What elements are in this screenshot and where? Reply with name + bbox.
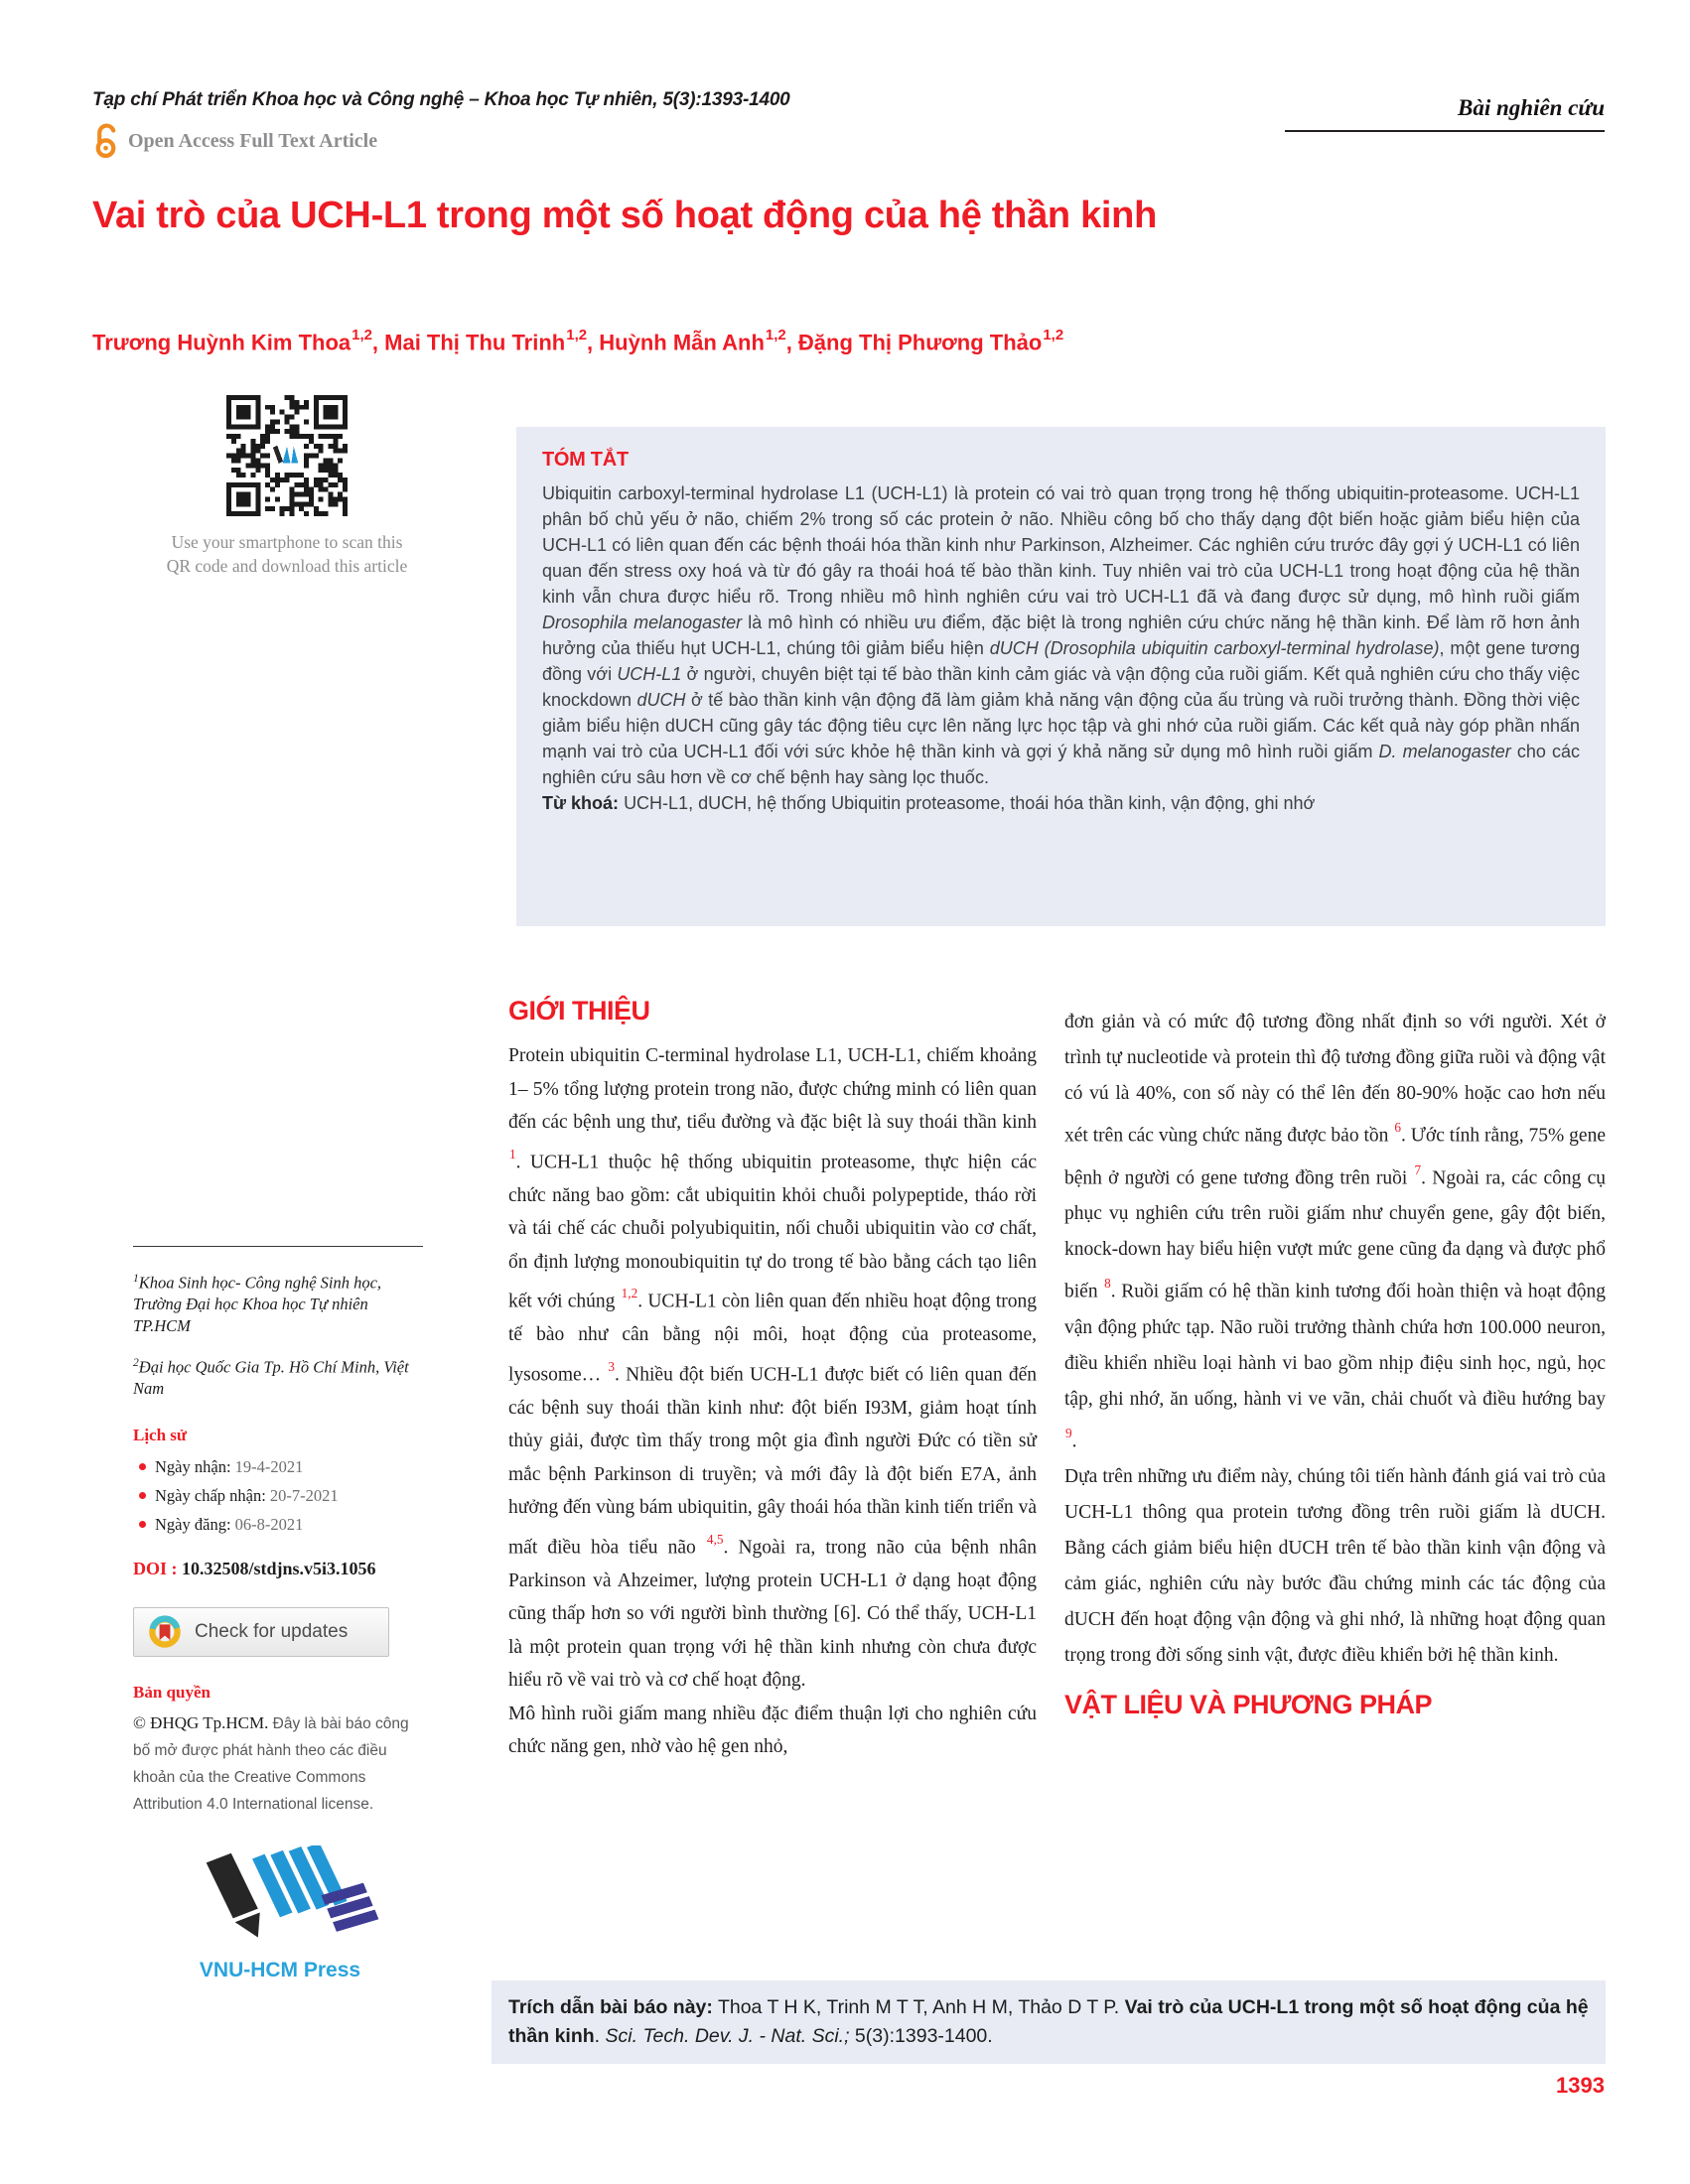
- open-access-label: Open Access Full Text Article: [128, 129, 378, 152]
- page-number: 1393: [1556, 2073, 1605, 2098]
- history-heading: Lịch sử: [133, 1425, 188, 1444]
- body-paragraph: đơn giản và có mức độ tương đồng nhất định so với người. Xét ở trình tự nucleotide và protein thì độ tương đồng giữa ruồi và động vật có vú là 40%, con số này có thể lên đến 80-90% hoặc cao hơn nếu xét trên các vùng chức năng được bảo tồn $^6$. Ước tính rằng, 75% gene bệnh ở người có gene tương đồng trên ruồi $^7$. Ngoài ra, các công cụ phục vụ nghiên cứu trên ruồi giấm như chuyển gene, gây đột biến, knock-down hay biểu hiện vượt mức gene cũng đa dạng và được phổ biến $^8$. Ruồi giấm có hệ thần kinh tương đối hoàn thiện và hoạt động vận động phức tạp. Não ruồi trưởng thành chứa hơn 100.000 neuron, điều khiển nhiều loại hành vi bao gồm nhịp điệu sinh học, ngủ, học tập, ghi nhớ, ăn uống, hành vi ve vãn, chải chuốt và điều hướng bay $^9$.: [1064, 1012, 1606, 1451]
- history-item-accepted: Ngày chấp nhận: 20-7-2021: [139, 1481, 427, 1510]
- doi-label: DOI :: [133, 1558, 178, 1578]
- body-paragraph: Protein ubiquitin C-terminal hydrolase L1, UCH-L1, chiếm khoảng 1– 5% tổng lượng protein trong não, được chứng minh có liên quan đến các bệnh ung thư, tiểu đường và đặc biệt là suy thoái thần kinh $^1$. UCH-L1 thuộc hệ thống ubiquitin proteasome, thực hiện các chức năng bao gồm: cắt ubiquitin khỏi chuỗi polypeptide, tháo rời và tái chế các chuỗi polyubiquitin, nối chuỗi ubiquitin vào cơ chất, ổn định lượng monoubiquitin tự do trong tế bào bằng cách tạo liên kết với chúng $^{1,2}$. UCH-L1 còn liên quan đến nhiều hoạt động trong tế bào như cân bằng nội môi, hoạt động của proteasome, lysosome… $^3$. Nhiều đột biến UCH-L1 được biết có liên quan đến các bệnh suy thoái thần kinh như: đột biến I93M, giảm hoạt tính thủy giải, được tìm thấy trong một gia đình người Đức có tiền sử mắc bệnh Parkinson di truyền; và mới đây là đột biến E7A, ảnh hưởng đến vùng bám ubiquitin, gây thoái hóa thần kinh tiến triển và mất điều hòa tiểu não $^{4,5}$. Ngoài ra, trong não của bệnh nhân Parkinson và Ahzeimer, lượng protein UCH-L1 ở dạng hoạt động cũng thấp hơn so với người bình thường [6]. Có thể thấy, UCH-L1 là một protein quan trọng với hệ thần kinh nhưng còn chưa được hiểu rõ về vai trò và cơ chế hoạt động.: [508, 1045, 1038, 1691]
- check-for-updates-button[interactable]: [133, 1607, 389, 1657]
- body-paragraph: Mô hình ruồi giấm mang nhiều đặc điểm thuận lợi cho nghiên cứu chức năng gen, nhờ vào hệ gen nhỏ,: [508, 1703, 1037, 1757]
- abstract-heading: TÓM TẮT: [542, 449, 629, 471]
- history-item-published: Ngày đăng: 06-8-2021: [139, 1510, 427, 1539]
- keywords-label: Từ khoá:: [542, 793, 620, 813]
- abstract-panel: [516, 427, 1606, 926]
- affiliation-2-text: Đại học Quốc Gia Tp. Hồ Chí Minh, Việt Nam: [133, 1357, 409, 1398]
- affiliation-1-text: Khoa Sinh học- Công nghệ Sinh học, Trường Đại học Khoa học Tự nhiên TP.HCM: [133, 1273, 382, 1335]
- vnu-hcm-press-logo: [179, 1845, 381, 1955]
- section-heading-methods: VẬT LIỆU VÀ PHƯƠNG PHÁP: [1064, 1690, 1432, 1719]
- qr-code: [226, 395, 348, 516]
- press-logo-text: VNU-HCM Press: [199, 1958, 361, 1981]
- affiliation-2-marker: 2: [133, 1357, 139, 1369]
- body-paragraph: Dựa trên những ưu điểm này, chúng tôi tiến hành đánh giá vai trò của UCH-L1 thông qua protein tương đồng trên ruồi giấm là dUCH. Bằng cách giảm biểu hiện dUCH trên tế bào thần kinh vận động và cảm giác, nghiên cứu này bước đầu chứng minh các tác động của dUCH đến hoạt động vận động và ghi nhớ, là những hoạt động quan trọng trong đời sống sinh vật, được điều khiển bởi hệ thần kinh.: [1064, 1466, 1606, 1666]
- check-for-updates-label: Check for updates: [195, 1620, 349, 1642]
- abstract-body: Ubiquitin carboxyl-terminal hydrolase L1 (UCH-L1) là protein có vai trò quan trọng trong hệ thống ubiquitin-proteasome. UCH-L1 phân bố chủ yếu ở não, chiếm 2% trong số các protein ở não. Nhiều công bố cho thấy dạng đột biến hoặc giảm biểu hiện của UCH-L1 có liên quan đến các bệnh thoái hóa thần kinh như Parkinson, Alzheimer. Các nghiên cứu trước đây gợi ý UCH-L1 có liên quan đến stress oxy hoá và từ đó gây ra thoái hoá tế bào thần kinh. Tuy nhiên vai trò của UCH-L1 trong hoạt động của hệ thần kinh vẫn chưa được hiểu rõ. Trong nhiều mô hình nghiên cứu vai trò UCH-L1 đã và đang được sử dụng, mô hình ruồi giấm Drosophila melanogaster là mô hình có nhiều ưu điểm, đặc biệt là trong nghiên cứu chức năng hệ thần kinh. Để làm rõ hơn ảnh hưởng của thiếu hụt UCH-L1, chúng tôi giảm biểu hiện dUCH (Drosophila ubiquitin carboxyl-terminal hydrolase), một gene tương đồng với UCH-L1 ở người, chuyên biệt tại tế bào thần kinh cảm giác và vận động của ruồi giấm. Kết quả nghiên cứu cho thấy việc knockdown dUCH ở tế bào thần kinh vận động đã làm giảm khả năng vận động của ấu trùng và ruồi trưởng thành. Đồng thời việc giảm biểu hiện dUCH cũng gây tác động tiêu cực lên năng lực học tập và ghi nhớ của ruồi giấm. Các kết quả này góp phần nhấn mạnh vai trò của UCH-L1 đối với sức khỏe hệ thần kinh và gợi ý khả năng sử dụng mô hình ruồi giấm D. melanogaster cho các nghiên cứu sâu hơn về cơ chế bệnh hay sàng lọc thuốc.: [542, 483, 1580, 787]
- qr-caption: [133, 530, 441, 578]
- affiliation-1: [133, 1269, 427, 1336]
- copyright-heading: Bản quyền: [133, 1682, 211, 1702]
- qr-caption-line2: QR code and download this article: [166, 556, 408, 576]
- doi-value: 10.32508/stdjns.v5i3.1056: [182, 1558, 376, 1578]
- citation-panel: Trích dẫn bài báo này: Thoa T H K, Trinh M T T, Anh H M, Thảo D T P. Vai trò của UCH-L1 trong một số hoạt động của hệ thần kinh. Sci. Tech. Dev. J. - Nat. Sci.; 5(3):1393-1400.: [492, 1980, 1606, 2064]
- keywords-line: [542, 790, 1580, 816]
- page-title: Vai trò của UCH-L1 trong một số hoạt động của hệ thần kinh: [92, 195, 1157, 236]
- section-heading-intro: GIỚI THIỆU: [508, 996, 650, 1025]
- open-access-row: [92, 123, 377, 159]
- authors-line: Trương Huỳnh Kim Thoa$^{1,2}$, Mai Thị Thu Trinh$^{1,2}$, Huỳnh Mẫn Anh$^{1,2}$, Đặng Thị Phương Thảo$^{1,2}$: [92, 327, 1064, 355]
- qr-block: [133, 395, 441, 578]
- affiliation-1-marker: 1: [133, 1273, 139, 1285]
- sidebar: [133, 1246, 427, 1982]
- history-item-received: Ngày nhận: 19-4-2021: [139, 1452, 427, 1481]
- copyright-text: © ĐHQG Tp.HCM. Đây là bài báo công bố mở được phát hành theo các điều khoản của the Creative Commons Attribution 4.0 International license.: [133, 1712, 409, 1813]
- history-list: [133, 1452, 427, 1539]
- affiliation-2: [133, 1353, 427, 1400]
- right-column: [1064, 1005, 1606, 1720]
- crossmark-icon: [147, 1614, 183, 1650]
- doi-line: [133, 1559, 427, 1579]
- qr-caption-line1: Use your smartphone to scan this: [171, 532, 403, 552]
- article-type-badge: Bài nghiên cứu: [1285, 95, 1605, 132]
- sidebar-divider: [133, 1246, 423, 1247]
- left-column: [508, 996, 1037, 1764]
- journal-header: Tạp chí Phát triển Khoa học và Công nghệ – Khoa học Tự nhiên, 5(3):1393-1400: [92, 89, 790, 110]
- keywords-text: UCH-L1, dUCH, hệ thống Ubiquitin proteasome, thoái hóa thần kinh, vận động, ghi nhớ: [624, 793, 1316, 813]
- open-lock-icon: [92, 123, 119, 159]
